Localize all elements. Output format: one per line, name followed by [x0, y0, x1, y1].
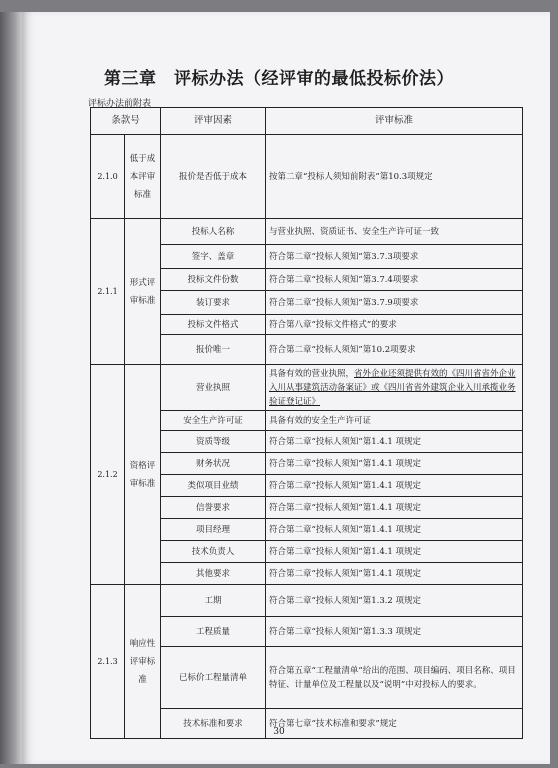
license-standard-text: 具备有效的营业执照，	[269, 368, 355, 379]
factor-cell: 营业执照	[161, 365, 266, 411]
factor-cell: 报价是否低于成本	[161, 135, 266, 219]
standard-cell: 符合第二章“投标人须知”第3.7.4项要求	[266, 269, 523, 291]
clause-number: 2.1.0	[91, 135, 125, 219]
factor-cell: 投标人名称	[161, 219, 266, 245]
factor-cell: 信誉要求	[161, 497, 266, 519]
standard-cell: 符合第二章“投标人须知”第1.3.3 项规定	[266, 617, 523, 647]
factor-cell: 装订要求	[161, 291, 266, 315]
standard-cell: 符合第二章“投标人须知”第10.2项要求	[266, 335, 523, 365]
factor-cell: 项目经理	[161, 519, 266, 541]
table-row	[91, 365, 523, 411]
factor-cell: 资质等级	[161, 431, 266, 453]
clause-number: 2.1.1	[91, 219, 125, 365]
standard-cell: 具备有效的安全生产许可证	[266, 411, 523, 431]
evaluation-criteria-table	[90, 107, 523, 739]
license-standard-underlined: 省外企业还须提供有效的《四川省省外企业入川从事建筑活动备案证》或《四川省省外建筑企业入川承揽业务验证登记证》	[269, 368, 516, 407]
standard-cell: 符合第五章“工程量清单”给出的范围、项目编码、项目名称、项目特征、计量单位及工程量以及“说明”中对投标人的要求。	[266, 647, 523, 709]
factor-cell: 其他要求	[161, 563, 266, 585]
category-label: 资格评审标准	[125, 365, 161, 585]
factor-cell: 投标文件份数	[161, 269, 266, 291]
standard-cell: 按第二章“投标人须知前附表”第10.3项规定	[266, 135, 523, 219]
category-label: 响应性评审标准	[125, 585, 161, 739]
factor-cell: 技术标准和要求	[161, 709, 266, 739]
standard-cell	[266, 365, 523, 411]
standard-cell: 符合第二章“投标人须知”第1.4.1 项规定	[266, 475, 523, 497]
category-label: 低于成本评审标准	[125, 135, 161, 219]
clause-number: 2.1.2	[91, 365, 125, 585]
header-clause: 条款号	[91, 108, 161, 135]
standard-cell: 符合第二章“投标人须知”第1.4.1 项规定	[266, 541, 523, 563]
standard-cell: 符合第二章“投标人须知”第1.4.1 项规定	[266, 497, 523, 519]
factor-cell: 工期	[161, 585, 266, 617]
standard-cell: 符合第七章“技术标准和要求”规定	[266, 709, 523, 739]
table-row	[91, 585, 523, 617]
standard-cell: 符合第二章“投标人须知”第1.4.1 项规定	[266, 431, 523, 453]
standard-cell: 符合第二章“投标人须知”第1.4.1 项规定	[266, 519, 523, 541]
header-standard: 评审标准	[266, 108, 523, 135]
factor-cell: 技术负责人	[161, 541, 266, 563]
book-binding-shadow	[0, 12, 24, 764]
table-row	[91, 135, 523, 219]
standard-cell: 符合第二章“投标人须知”第3.7.9项要求	[266, 291, 523, 315]
table-caption: 评标办法前附表	[88, 99, 152, 109]
factor-cell: 安全生产许可证	[161, 411, 266, 431]
standard-cell: 符合第二章“投标人须知”第3.7.3项要求	[266, 245, 523, 269]
standard-cell: 符合第二章“投标人须知”第1.4.1 项规定	[266, 453, 523, 475]
standard-cell: 符合第八章“投标文件格式”的要求	[266, 315, 523, 335]
factor-cell: 投标文件格式	[161, 315, 266, 335]
factor-cell: 已标价工程量清单	[161, 647, 266, 709]
standard-cell: 与营业执照、资质证书、安全生产许可证一致	[266, 219, 523, 245]
clause-number: 2.1.3	[91, 585, 125, 739]
factor-cell: 财务状况	[161, 453, 266, 475]
factor-cell: 报价唯一	[161, 335, 266, 365]
page-number: 30	[273, 727, 285, 737]
header-factor: 评审因素	[161, 108, 266, 135]
factor-cell: 工程质量	[161, 617, 266, 647]
table-row	[91, 219, 523, 245]
standard-cell: 符合第二章“投标人须知”第1.4.1 项规定	[266, 563, 523, 585]
chapter-title: 第三章 评标办法（经评审的最低投标价法）	[104, 69, 454, 89]
factor-cell: 签字、盖章	[161, 245, 266, 269]
category-label: 形式评审标准	[125, 219, 161, 365]
standard-cell: 符合第二章“投标人须知”第1.3.2 项规定	[266, 585, 523, 617]
table-header-row	[91, 108, 523, 135]
factor-cell: 类似项目业绩	[161, 475, 266, 497]
